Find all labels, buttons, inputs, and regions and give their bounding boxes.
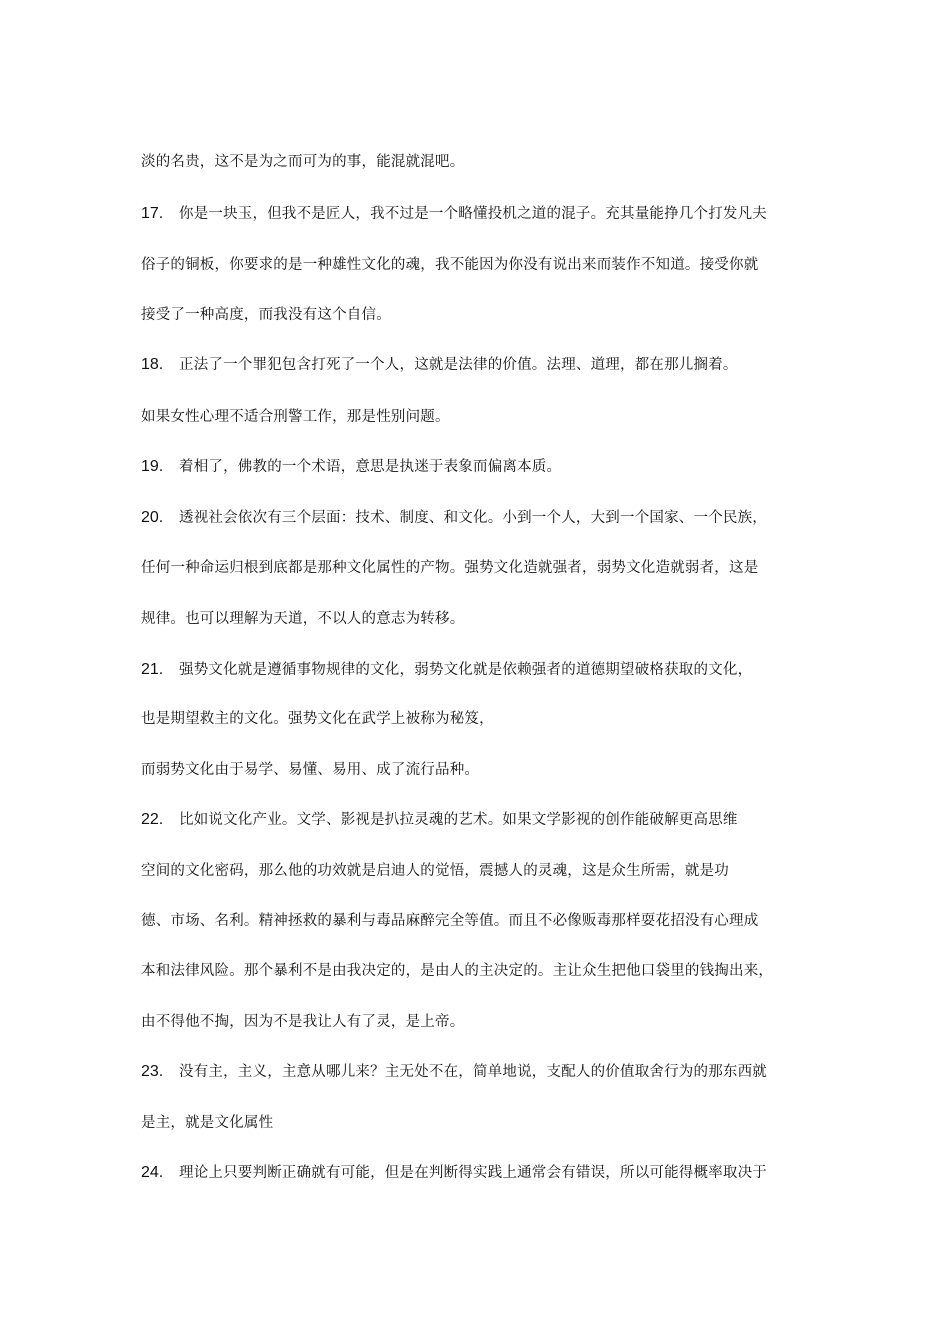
paragraph-number: 24. [141,1164,164,1181]
text-line: 接受了一种高度，而我没有这个自信。 [141,307,391,323]
paragraph-19-line: 19. 着相了，佛教的一个术语，意思是执迷于表象而偏离本质。 [141,458,562,475]
text-line: 是主，就是文化属性 [141,1115,274,1131]
text-line: 本和法律风险。那个暴利不是由我决定的，是由人的主决定的。主让众生把他口袋里的钱掏出来， [141,963,774,979]
text-line: 而弱势文化由于易学、易懂、易用、成了流行品种。 [141,762,480,778]
paragraph-23-line: 23. 没有主，主义，主意从哪儿来？主无处不在，简单地说，支配人的价值取舍行为的那东西就 [141,1063,767,1080]
text-line: 由不得他不掏，因为不是我让人有了灵，是上帝。 [141,1014,465,1030]
paragraph-21-line: 21. 强势文化就是遵循事物规律的文化，弱势文化就是依赖强者的道德期望破格获取的文化， [141,661,753,678]
text-line: 德、市场、名利。精神拯救的暴利与毒品麻醉完全等值。而且不必像贩毒那样耍花招没有心理成 [141,913,759,929]
text-line: 如果女性心理不适合刑警工作，那是性别问题。 [141,409,450,425]
text-line: 任何一种命运归根到底都是那种文化属性的产物。强势文化造就强者，弱势文化造就弱者，这是 [141,560,759,576]
paragraph-number: 22. [141,811,164,828]
text-line: 俗子的铜板，你要求的是一种雄性文化的魂，我不能因为你没有说出来而装作不知道。接受你就 [141,257,759,273]
paragraph-number: 23. [141,1063,164,1080]
text-line: 也是期望救主的文化。强势文化在武学上被称为秘笈， [141,711,494,727]
paragraph-18-line: 18. 正法了一个罪犯包含打死了一个人，这就是法律的价值。法理、道理，都在那儿搁着。 [141,356,738,373]
paragraph-number: 20. [141,509,164,526]
paragraph-number: 18. [141,356,164,373]
paragraph-number: 17. [141,205,164,222]
paragraph-number: 21. [141,661,164,678]
paragraph-24-line: 24. 理论上只要判断正确就有可能，但是在判断得实践上通常会有错误，所以可能得概率取决于 [141,1164,767,1181]
text-line: 淡的名贵，这不是为之而可为的事，能混就混吧。 [141,154,465,170]
paragraph-22-line: 22. 比如说文化产业。文学、影视是扒拉灵魂的艺术。如果文学影视的创作能破解更高思维 [141,811,738,828]
text-line: 规律。也可以理解为天道，不以人的意志为转移。 [141,611,465,627]
text-line: 空间的文化密码，那么他的功效就是启迪人的觉悟，震撼人的灵魂，这是众生所需，就是功 [141,863,729,879]
paragraph-20-line: 20. 透视社会依次有三个层面：技术、制度、和文化。小到一个人，大到一个国家、一个民族， [141,509,767,526]
paragraph-17-line: 17. 你是一块玉，但我不是匠人，我不过是一个略懂投机之道的混子。充其量能挣几个打发凡夫 [141,205,767,222]
paragraph-number: 19. [141,458,164,475]
